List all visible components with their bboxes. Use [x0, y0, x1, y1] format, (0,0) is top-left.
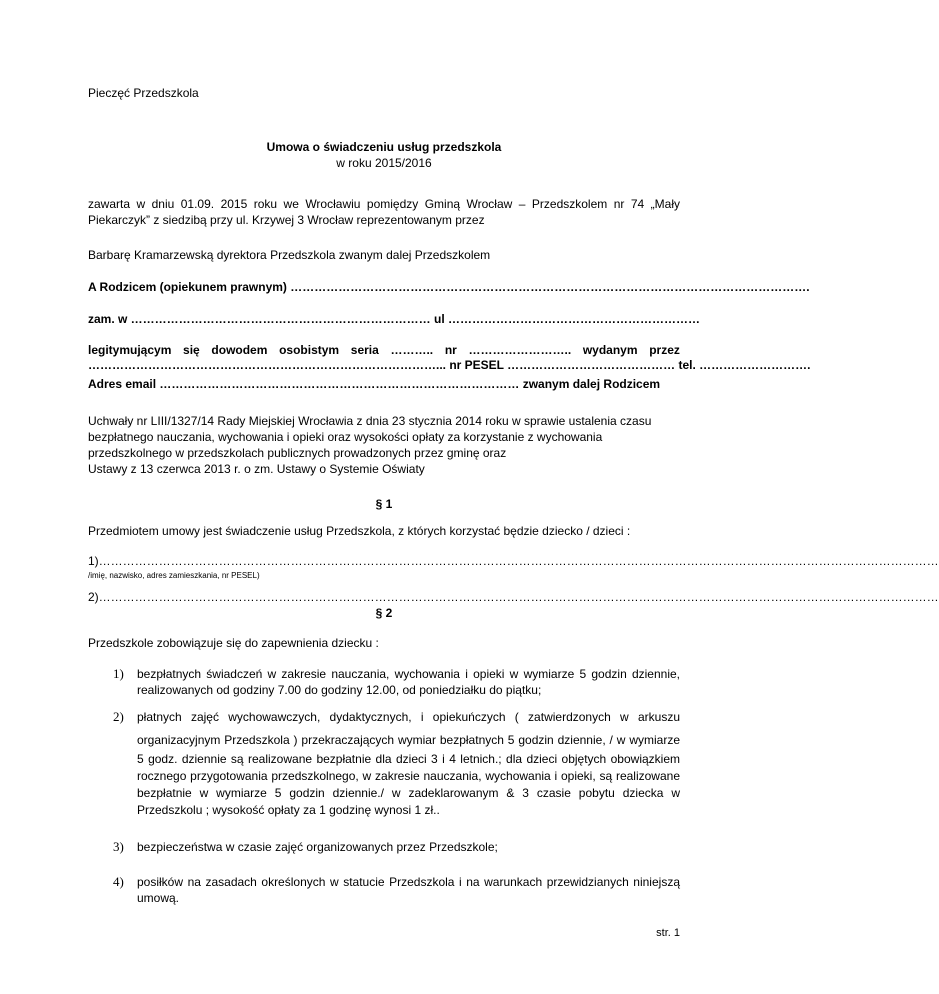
basis-line-2: bezpłatnego nauczania, wychowania i opieki oraz wysokości opłaty za korzystanie z wychowania	[88, 430, 603, 444]
id-document-line	[88, 343, 680, 357]
item-2-line-6: Przedszkolu ; wysokość opłaty za 1 godzinę wynosi 1 zł..	[137, 803, 440, 817]
id-word-6: ………..	[390, 343, 434, 357]
pesel-phone-line: ……………………………………………………………………………... nr PESEL …………………………………… tel. ……………………….	[88, 358, 811, 372]
intro-line-1: zawarta w dniu 01.09. 2015 roku we Wrocławiu pomiędzy Gminą Wrocław – Przedszkolem nr 74 „Mały	[88, 197, 680, 211]
id-word-5: seria	[350, 343, 379, 357]
document-subtitle: w roku 2015/2016	[336, 156, 432, 170]
intro-line-2: Piekarczyk” z siedzibą przy ul. Krzywej 3 Wrocław reprezentowanym przez	[88, 213, 485, 227]
id-word-3: dowodem	[211, 343, 268, 357]
item-2-line-3: 5 godz. dziennie są realizowane bezpłatnie dla dzieci 3 i 4 letnich.; dla dzieci objętych obowiązkiem	[137, 752, 680, 766]
item-1-line-2: realizowanych od godziny 7.00 do godziny 12.00, od poniedziałku do piątku;	[137, 683, 542, 697]
id-word-4: osobistym	[279, 343, 340, 357]
id-word-9: wydanym	[582, 343, 638, 357]
item-4-line-2: umową.	[137, 891, 180, 905]
child-2-line: 2)…………………………………………………………………………………………………………………………………………………………………………………………	[88, 590, 939, 604]
basis-line-4: Ustawy z 13 czerwca 2013 r. o zm. Ustawy o Systemie Oświaty	[88, 462, 425, 476]
item-2-line-4: rocznego przygotowania przedszkolnego, w zakresie nauczania, wychowania i opieki, są realizowane	[137, 769, 680, 783]
section-1-heading: § 1	[375, 497, 393, 511]
stamp-label: Pieczęć Przedszkola	[88, 86, 199, 100]
section-2-intro: Przedszkole zobowiązuje się do zapewnienia dziecku :	[88, 636, 379, 650]
id-word-8: ……………………..	[468, 343, 572, 357]
item-3-number: 3)	[113, 839, 124, 854]
basis-line-3: przedszkolnego w przedszkolach publicznych prowadzonych przez gminę oraz	[88, 446, 507, 460]
id-word-10: przez	[649, 343, 680, 357]
section-1-text: Przedmiotem umowy jest świadczenie usług Przedszkola, z których korzystać będzie dziecko / dzieci :	[88, 524, 631, 538]
parent-line: A Rodzicem (opiekunem prawnym) ………………………………………………………………………………………………………………….	[88, 280, 810, 294]
item-1-line-1: bezpłatnych świadczeń w zakresie nauczania, wychowania i opieki w wymiarze 5 godzin dziennie,	[137, 667, 680, 681]
address-line: zam. w ………………………………………………………………… ul ………………………………………………………	[88, 312, 701, 326]
item-2-line-2: organizacyjnym Przedszkola ) przekraczających wymiar bezpłatnych 5 godzin dziennie, / w wymiarze	[137, 733, 680, 747]
item-4-line-1: posiłków na zasadach określonych w statucie Przedszkola i na warunkach przewidzianych niniejszą	[137, 875, 680, 889]
item-1-number: 1)	[113, 666, 124, 681]
basis-line-1: Uchwały nr LIII/1327/14 Rady Miejskiej Wrocławia z dnia 23 stycznia 2014 roku w sprawie ustalenia czasu	[88, 414, 652, 428]
id-word-2: się	[183, 343, 200, 357]
email-line: Adres email ……………………………………………………………………………… zwanym dalej Rodzicem	[88, 377, 661, 391]
section-2-heading: § 2	[375, 606, 393, 620]
page-number: str. 1	[656, 927, 680, 939]
id-word-7: nr	[444, 343, 457, 357]
child-1-line: 1)…………………………………………………………………………………………………………………………………………………………………………………………	[88, 554, 939, 568]
child-1-note: /imię, nazwisko, adres zamieszkania, nr PESEL)	[88, 571, 260, 580]
item-4-number: 4)	[113, 874, 124, 889]
director-line: Barbarę Kramarzewską dyrektora Przedszkola zwanym dalej Przedszkolem	[88, 248, 491, 262]
item-3-line-1: bezpieczeństwa w czasie zajęć organizowanych przez Przedszkole;	[137, 840, 498, 854]
item-2-line-1: płatnych zajęć wychowawczych, dydaktycznych, i opiekuńczych ( zatwierdzonych w arkuszu	[137, 710, 680, 724]
item-2-number: 2)	[113, 709, 124, 724]
document-title: Umowa o świadczeniu usług przedszkola	[266, 140, 502, 154]
id-word-1: legitymującym	[88, 343, 172, 357]
item-2-line-5: bezpłatnie w wymiarze 5 godzin dziennie./ w zadeklarowanym & 3 czasie pobytu dziecka w	[137, 786, 680, 800]
